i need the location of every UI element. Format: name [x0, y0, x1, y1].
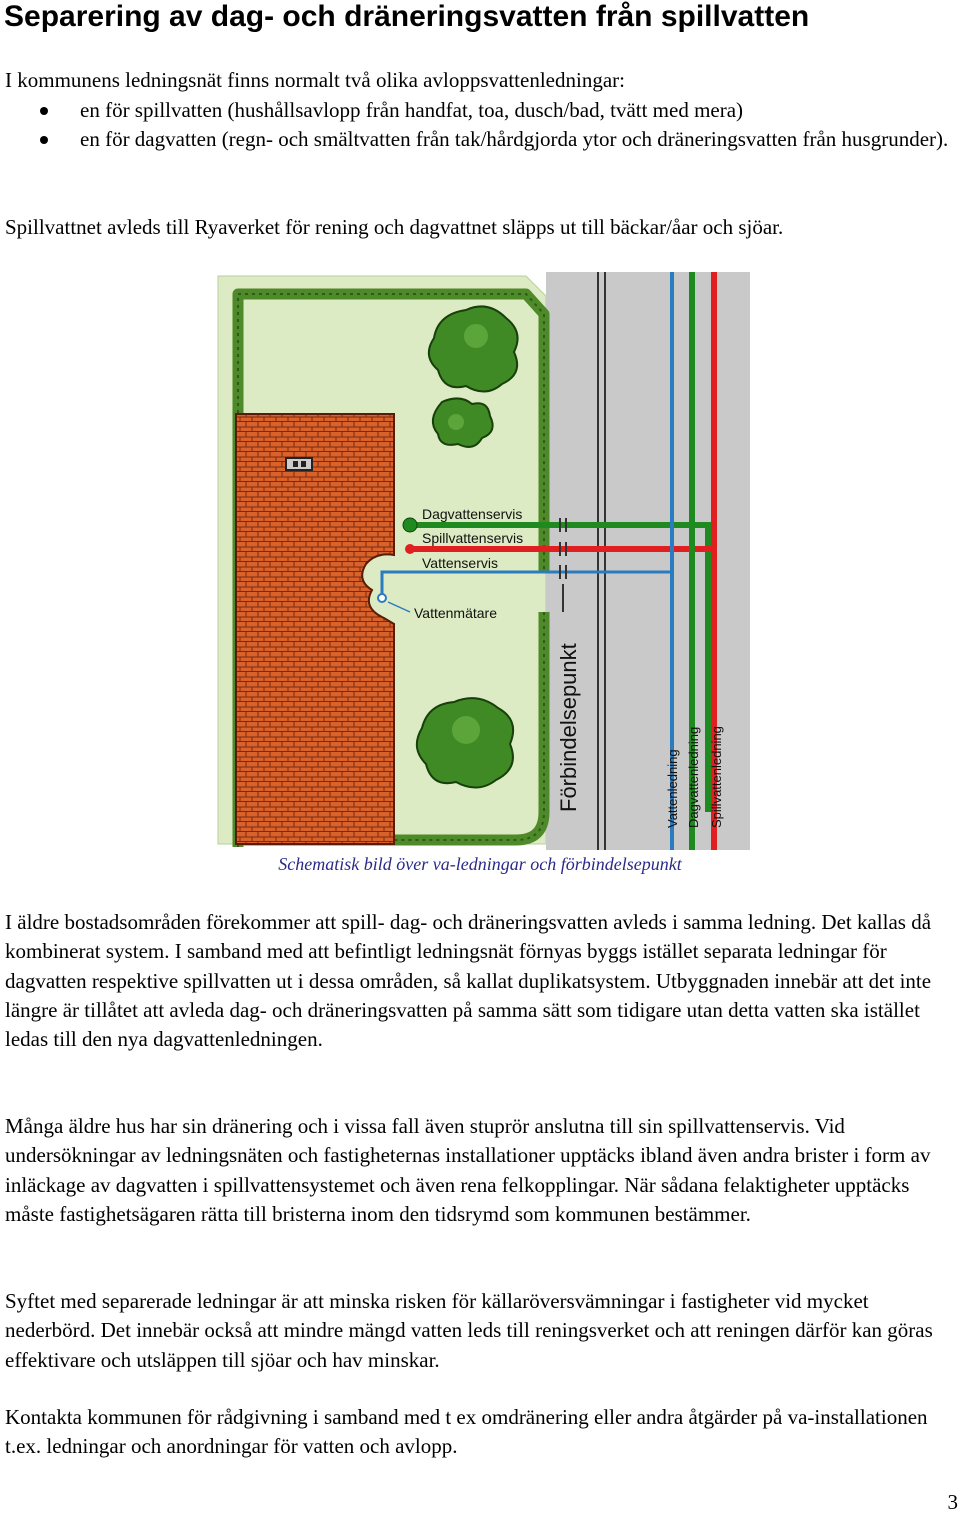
va-schematic-svg: [216, 272, 750, 850]
paragraph-3: Många äldre hus har sin dränering och i vissa fall även stuprör anslutna till sin spillvattenservis. Vid undersökningar av ledningsnäten och fastigheternas installationer upptäcks ibland även andra brister i form av inläckage av dagvatten i spillvattensystemet och även rena felkopplingar. När sådana felaktigheter upptäcks måste fastighetsägaren rätta till bristerna inom den tidsrymd som kommunen bestämmer.: [5, 1114, 931, 1226]
figure-caption: Schematisk bild över va-ledningar och förbindelsepunkt: [278, 854, 682, 874]
intro-text: I kommunens ledningsnät finns normalt två olika avloppsvattenledningar:: [5, 68, 625, 92]
house-roof: [236, 414, 394, 844]
page-number: 3: [947, 1490, 958, 1514]
list-item: en för dagvatten (regn- och smältvatten från tak/hårdgjorda ytor och dräneringsvatten från husgrunder).: [0, 125, 950, 154]
va-schematic-figure: [216, 272, 750, 850]
paragraph-4: Syftet med separerade ledningar är att minska risken för källaröversvämningar i fastigheter vid mycket nederbörd. Det innebär också att mindre mängd vatten leds till reningsverket och att reningen därför kan göras effektivare och utsläppen till sjöar och hav minskar.: [5, 1289, 933, 1372]
paragraph-1: Spillvattnet avleds till Ryaverket för rening och dagvattnet släpps ut till bäckar/åar och sjöar.: [5, 215, 784, 239]
sewer-types-list: [0, 96, 950, 155]
paragraph-2: I äldre bostadsområden förekommer att spill- dag- och dräneringsvatten avleds i samma ledning. Det kallas då kombinerat system. I samband med att befintligt ledningsnät förnyas byggs istället separata ledningar för dagvatten respektive spillvatten ut i dessa områden, så kallat duplikatsystem. Utbyggnaden innebär att det inte längre är tillåtet att avleda dag- och dräneringsvatten på samma sätt som tidigare utan detta vatten ska istället ledas till den nya dagvattenledningen.: [5, 910, 932, 1052]
label-vattenmatare: Vattenmätare: [414, 605, 498, 621]
water-meter-icon: [378, 594, 386, 602]
label-spillvattenservis: Spillvattenservis: [422, 530, 524, 546]
label-vattenledning: Vattenledning: [665, 749, 680, 828]
label-forbindelsepunkt: Förbindelsepunkt: [556, 643, 581, 812]
label-dagvattenledning: Dagvattenledning: [686, 726, 701, 828]
list-item: en för spillvatten (hushållsavlopp från handfat, toa, dusch/bad, tvätt med mera): [0, 96, 950, 125]
page-title: Separering av dag- och dräneringsvatten från spillvatten: [4, 0, 810, 33]
label-dagvattenservis: Dagvattenservis: [422, 506, 523, 522]
label-vattenservis: Vattenservis: [422, 555, 498, 571]
chimney: [286, 458, 312, 470]
paragraph-5: Kontakta kommunen för rådgivning i samband med t ex omdränering eller andra åtgärder på va-installationen t.ex. ledningar och anordningar för vatten och avlopp.: [5, 1405, 928, 1459]
label-spillvattenledning: Spillvattenledning: [709, 726, 724, 828]
